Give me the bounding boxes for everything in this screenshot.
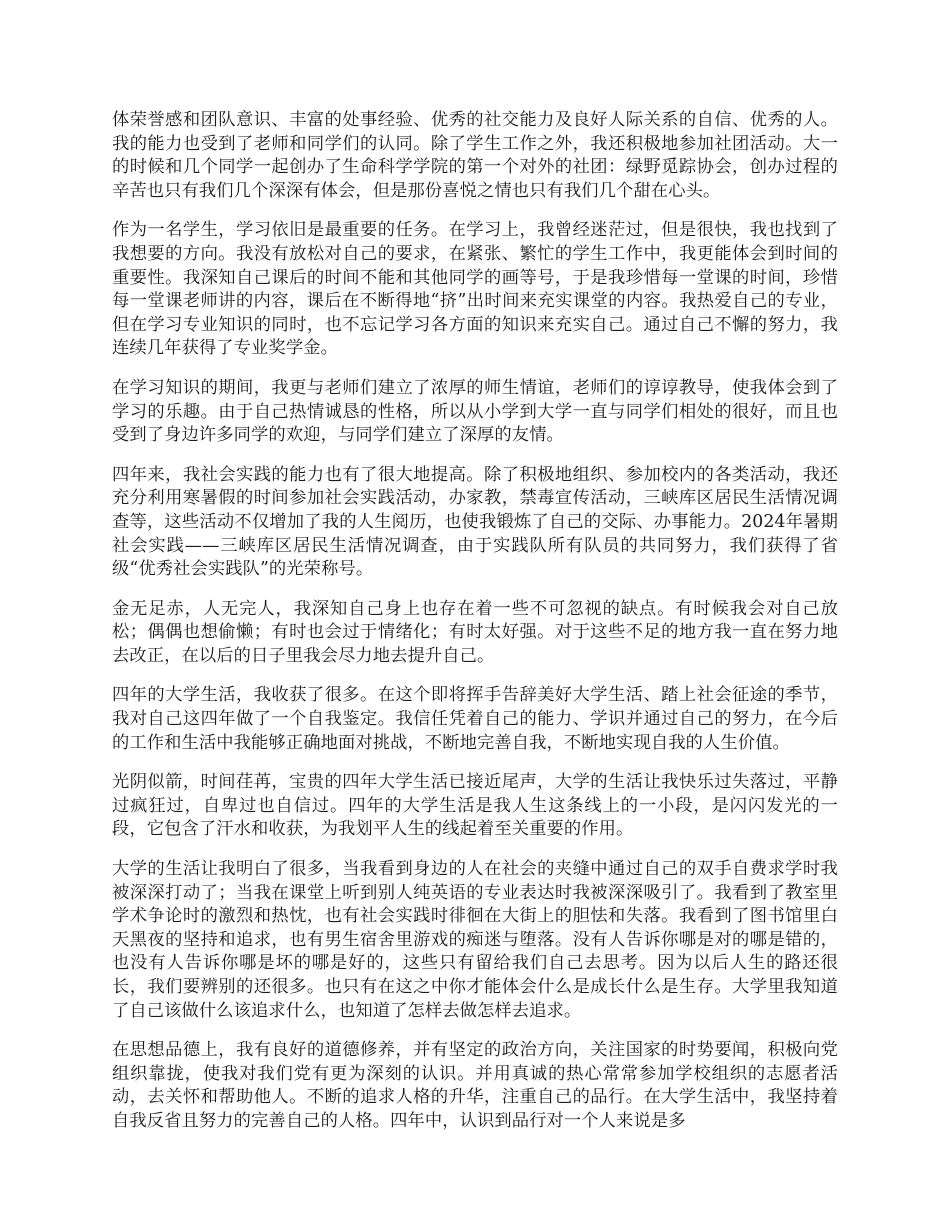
- paragraph: 在思想品德上，我有良好的道德修养，并有坚定的政治方向，关注国家的时势要闻，积极向党组织靠拢，使我对我们党有更为深刻的认识。并用真诚的热心常常参加学校组织的志愿者活动，去关怀和帮助他人。不断的追求人格的升华，注重自己的品行。在大学生活中，我坚持着自我反省且努力的完善自己的人格。四年中，认识到品行对一个人来说是多: [112, 1040, 838, 1131]
- paragraph: 大学的生活让我明白了很多，当我看到身边的人在社会的夹缝中通过自己的双手自费求学时我被深深打动了；当我在课堂上听到别人纯英语的专业表达时我被深深吸引了。我看到了教室里学术争论时的激烈和热忱，也有社会实践时徘徊在大街上的胆怯和失落。我看到了图书馆里白天黑夜的坚持和追求，也有男生宿舍里游戏的痴迷与堕落。没有人告诉你哪是对的哪是错的，也没有人告诉你哪是坏的哪是好的，这些只有留给我们自己去思考。因为以后人生的路还很长，我们要辨别的还很多。也只有在这之中你才能体会什么是成长什么是生存。大学里我知道了自己该做什么该追求什么，也知道了怎样去做怎样去追求。: [112, 859, 838, 1021]
- paragraph: 体荣誉感和团队意识、丰富的处事经验、优秀的社交能力及良好人际关系的自信、优秀的人。我的能力也受到了老师和同学们的认同。除了学生工作之外，我还积极地参加社团活动。大一的时候和几个同学一起创办了生命科学学院的第一个对外的社团：绿野觅踪协会，创办过程的辛苦也只有我们几个深深有体会，但是那份喜悦之情也只有我们几个甜在心头。: [112, 110, 838, 201]
- paragraph: 作为一名学生，学习依旧是最重要的任务。在学习上，我曾经迷茫过，但是很快，我也找到了我想要的方向。我没有放松对自己的要求，在紧张、繁忙的学生工作中，我更能体会到时间的重要性。我深知自己课后的时间不能和其他同学的画等号，于是我珍惜每一堂课的时间，珍惜每一堂课老师讲的内容，课后在不断得地“挤”出时间来充实课堂的内容。我热爱自己的专业，但在学习专业知识的同时，也不忘记学习各方面的知识来充实自己。通过自己不懈的努力，我连续几年获得了专业奖学金。: [112, 220, 838, 359]
- paragraph: 金无足赤，人无完人，我深知自己身上也存在着一些不可忽视的缺点。有时候我会对自己放松；偶偶也想偷懒；有时也会过于情绪化；有时太好强。对于这些不足的地方我一直在努力地去改正，在以后的日子里我会尽力地去提升自己。: [112, 598, 838, 666]
- paragraph: 在学习知识的期间，我更与老师们建立了浓厚的师生情谊，老师们的谆谆教导，使我体会到了学习的乐趣。由于自己热情诚恳的性格，所以从小学到大学一直与同学们相处的很好，而且也受到了身边许多同学的欢迎，与同学们建立了深厚的友情。: [112, 377, 838, 446]
- paragraph: 四年来，我社会实践的能力也有了很大地提高。除了积极地组织、参加校内的各类活动，我还充分利用寒暑假的时间参加社会实践活动，办家教，禁毒宣传活动，三峡库区居民生活情况调查等，这些活动不仅增加了我的人生阅历，也使我锻炼了自己的交际、办事能力。2024年暑期社会实践——三峡库区居民生活情况调查，由于实践队所有队员的共同努力，我们获得了省级“优秀社会实践队”的光荣称号。: [112, 464, 838, 580]
- paragraph: 光阴似箭，时间荏苒，宝贵的四年大学生活已接近尾声，大学的生活让我快乐过失落过，平静过疯狂过，自卑过也自信过。四年的大学生活是我人生这条线上的一小段，是闪闪发光的一段，它包含了汗水和收获，为我划平人生的线起着至关重要的作用。: [112, 772, 838, 840]
- paragraph: 四年的大学生活，我收获了很多。在这个即将挥手告辞美好大学生活、踏上社会征途的季节，我对自己这四年做了一个自我鉴定。我信任凭着自己的能力、学识并通过自己的努力，在今后的工作和生活中我能够正确地面对挑战，不断地完善自我，不断地实现自我的人生价值。: [112, 685, 838, 753]
